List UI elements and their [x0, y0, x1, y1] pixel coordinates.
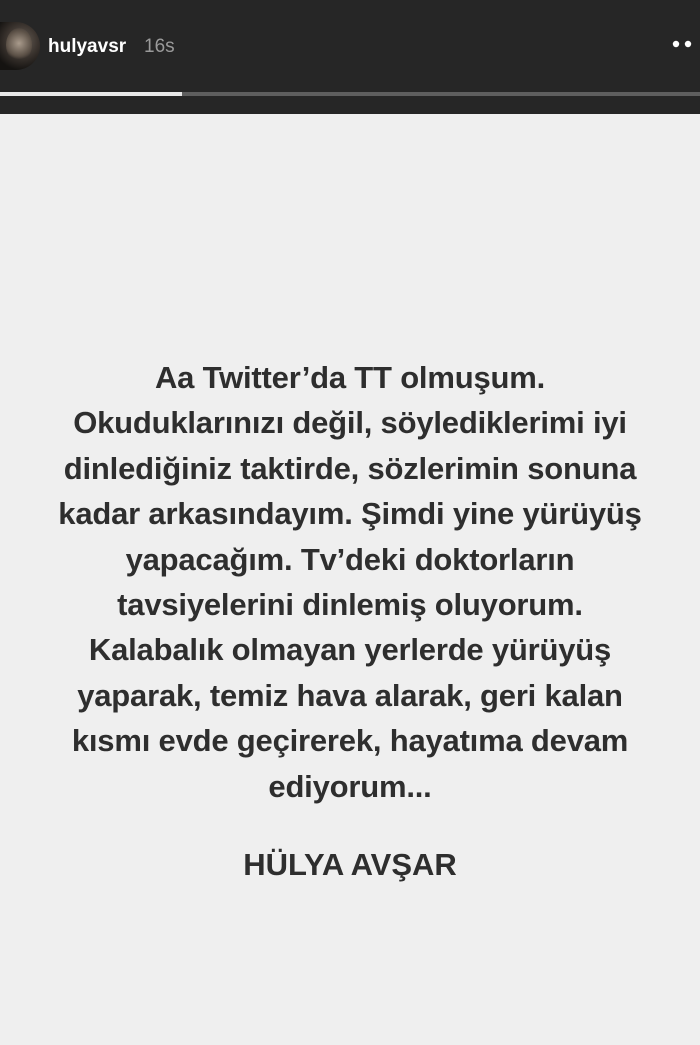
story-progress-fill: [0, 92, 182, 96]
statement-line: dinlediğiniz taktirde, sözlerimin sonuna: [63, 450, 637, 486]
statement-text: [0, 355, 700, 809]
more-dots-icon[interactable]: [668, 30, 700, 60]
signature: HÜLYA AVŞAR: [243, 847, 457, 882]
statement-line: kısmı evde geçirerek, hayatıma devam: [71, 723, 629, 759]
statement-line: Kalabalık olmayan yerlerde yürüyüş: [88, 632, 612, 668]
statement-line: Okuduklarınızı değil, söylediklerimi iyi: [73, 405, 627, 441]
story-progress-bar: [0, 92, 700, 96]
statement-line: yaparak, temiz hava alarak, geri kalan: [77, 677, 623, 713]
username[interactable]: hulyavsr: [48, 36, 127, 57]
story-timestamp: 16s: [144, 36, 175, 57]
statement-line: yapacağım. Tv’deki doktorların: [125, 541, 575, 577]
story-header: [0, 0, 700, 114]
statement-line: Aa Twitter’da TT olmuşum.: [155, 360, 545, 395]
statement-line: kadar arkasındayım. Şimdi yine yürüyüş: [58, 496, 642, 532]
avatar[interactable]: [0, 22, 40, 70]
statement-line: ediyorum...: [268, 768, 432, 804]
statement-line: tavsiyelerini dinlemiş oluyorum.: [117, 587, 583, 623]
